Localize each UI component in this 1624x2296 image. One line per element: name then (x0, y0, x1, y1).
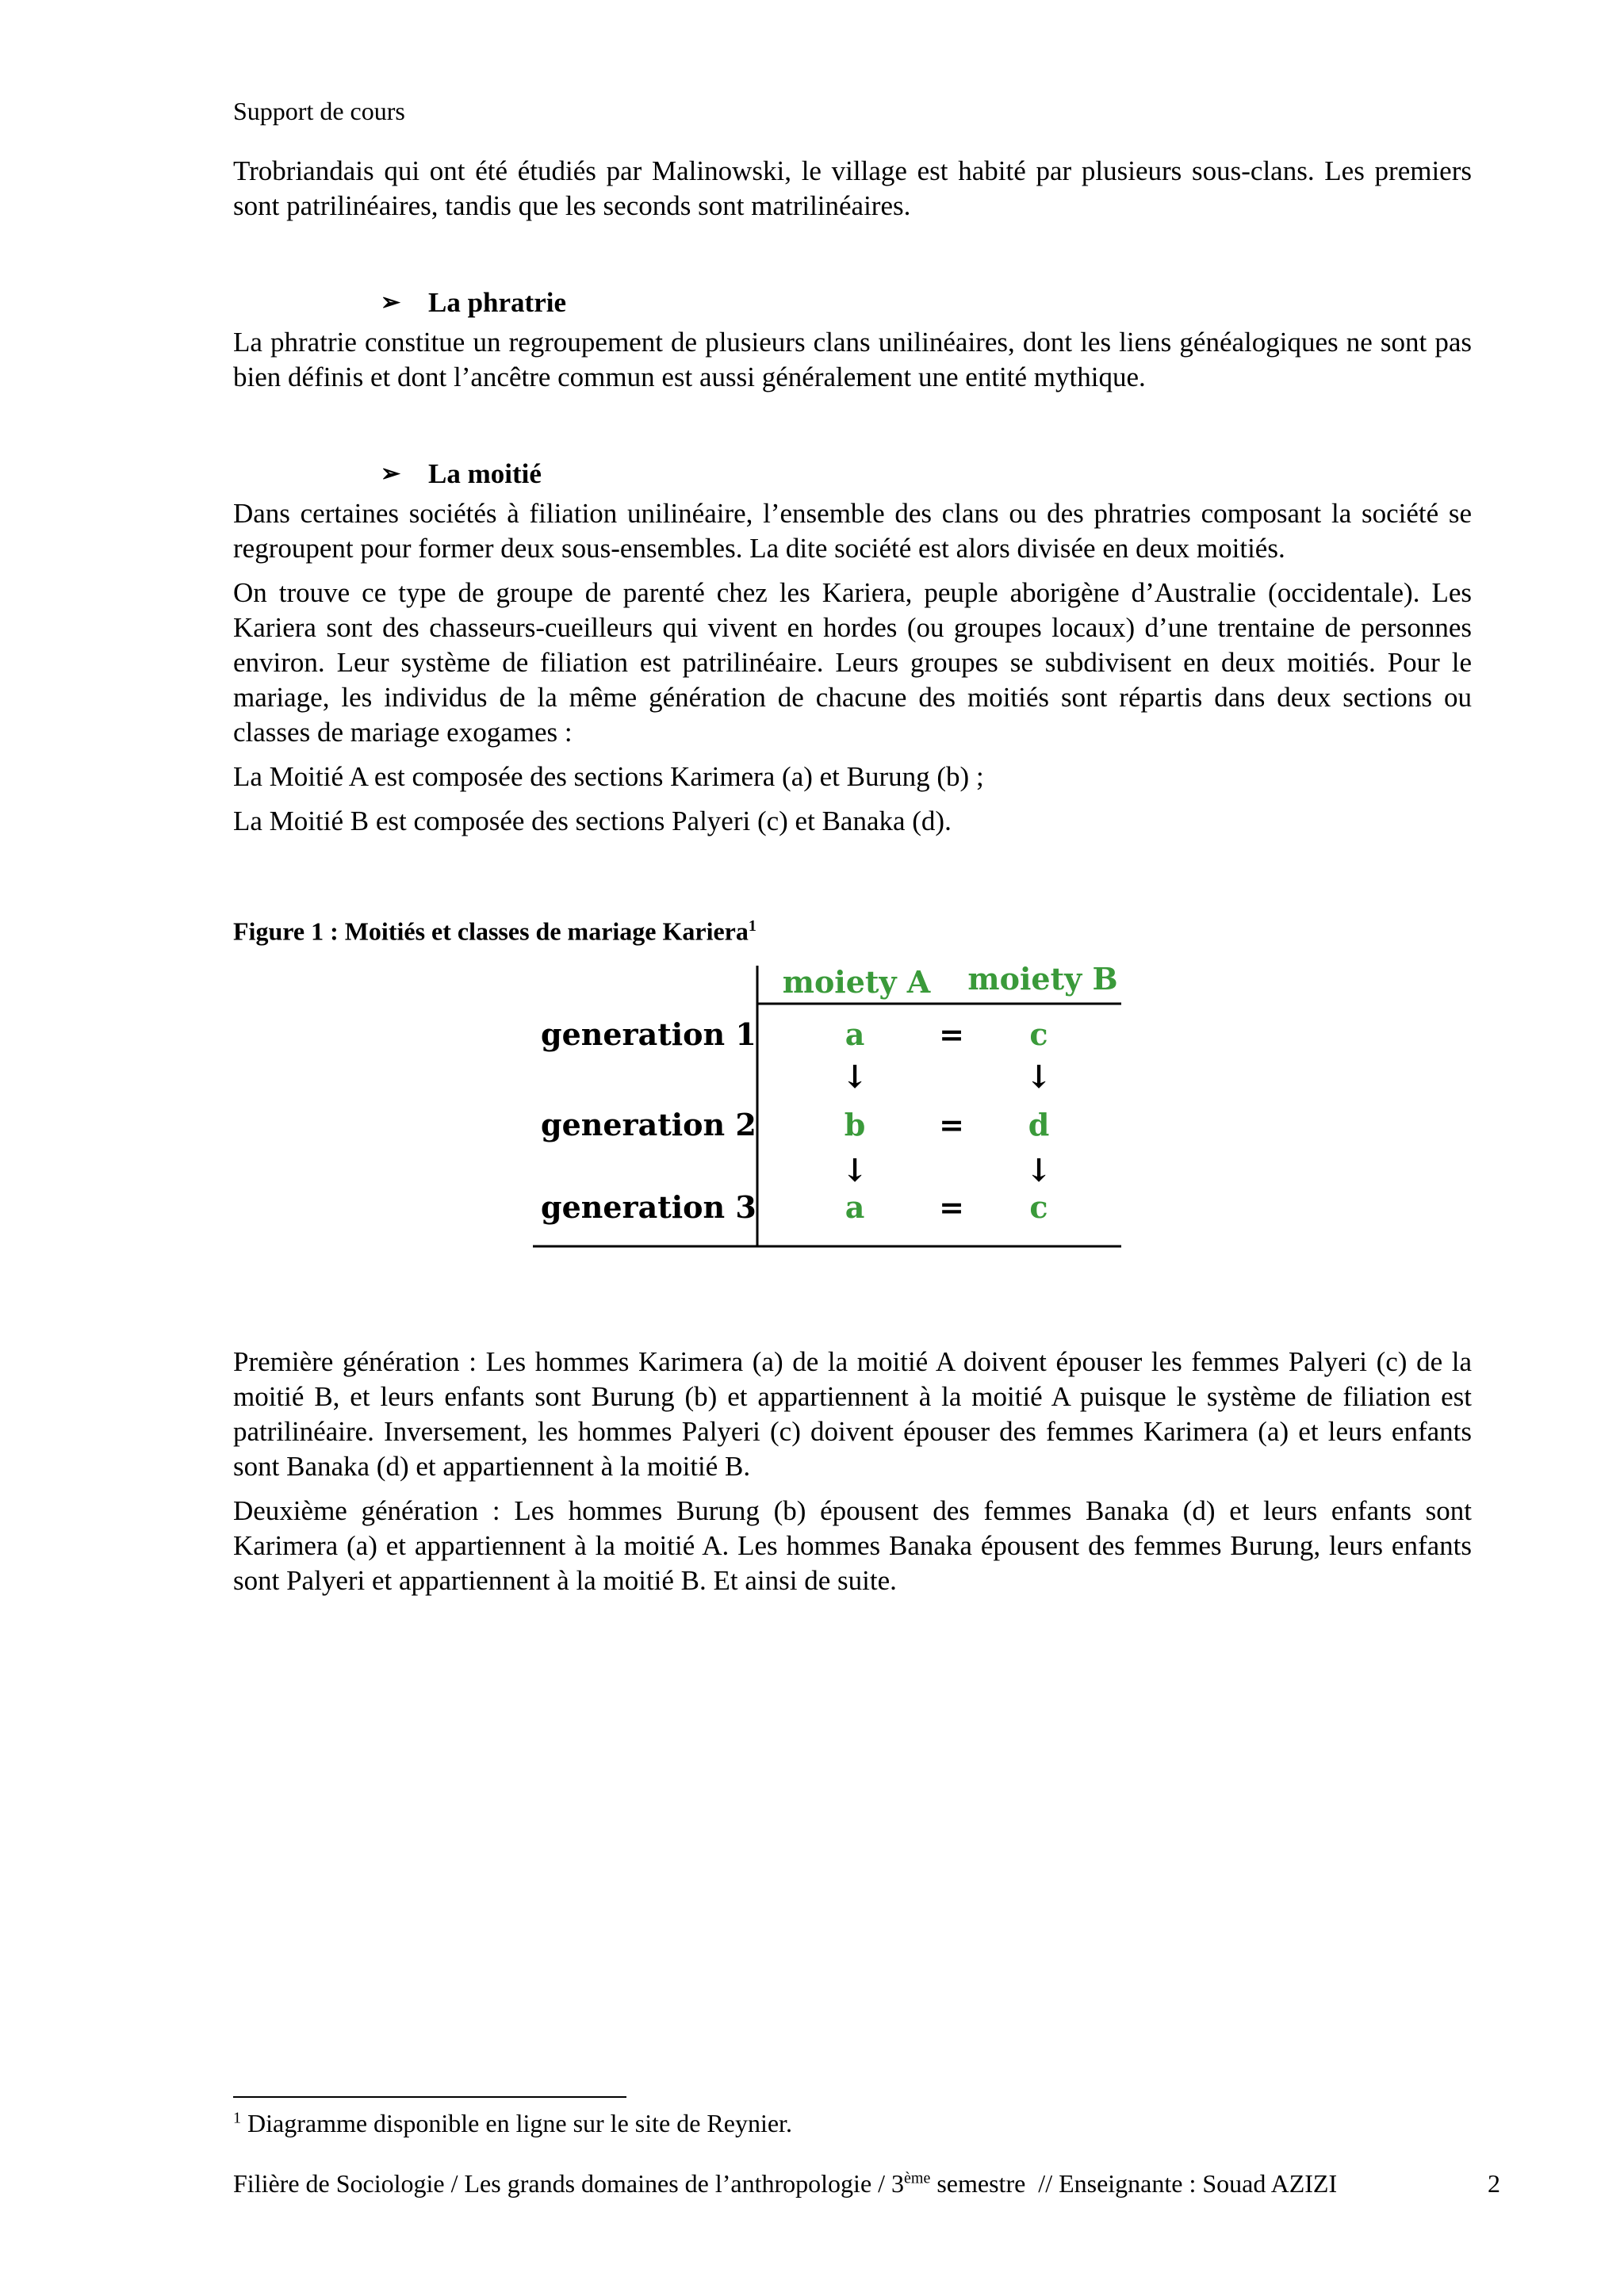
figure-caption-text: Figure 1 : Moitiés et classes de mariage Kariera (233, 916, 749, 946)
moitie-paragraph-4: La Moitié B est composée des sections Palyeri (c) et Banaka (d). (233, 806, 952, 836)
row-label-generation-1: generation 1 (541, 1016, 756, 1052)
footer-superscript: ème (904, 2169, 931, 2187)
footnote (233, 2109, 792, 2138)
down-arrow-icon: ↓ (841, 1058, 868, 1096)
equals-sign: = (939, 1107, 964, 1142)
footer-text (233, 2169, 1337, 2198)
equals-sign: = (939, 1189, 964, 1225)
down-arrow-icon: ↓ (841, 1152, 868, 1189)
moitie-paragraph-1: Dans certaines sociétés à filiation unilinéaire, l’ensemble des clans ou des phratries composant la société se regroupent pour former deux sous-ensembles. La dite société est alors divisée en deux moitiés. (233, 498, 1472, 564)
cell-gen2-moiety-a: b (844, 1107, 866, 1142)
section-title: La moitié (428, 458, 542, 489)
equals-sign: = (939, 1016, 964, 1052)
explanation-paragraph-1: Première génération : Les hommes Karimera (a) de la moitié A doivent épouser les femmes Palyeri (c) de la moitié B, et leurs enfants sont Burung (b) et appartiennent à la moitié A puisque le système de filiation est patrilinéaire. Inversement, les hommes Palyeri (c) doivent épouser des femmes Karimera (a) et leurs enfants sont Banaka (d) et appartiennent à la moitié B. (233, 1346, 1472, 1482)
row-label-generation-2: generation 2 (541, 1107, 756, 1142)
footer-text-main: Filière de Sociologie / Les grands domaines de l’anthropologie / 3 (233, 2169, 905, 2198)
cell-gen1-moiety-a: a (845, 1016, 865, 1052)
moitie-paragraph-3: La Moitié A est composée des sections Karimera (a) et Burung (b) ; (233, 761, 984, 792)
column-header-moiety-b: moiety B (967, 961, 1118, 997)
intro-paragraph: Trobriandais qui ont été étudiés par Malinowski, le village est habité par plusieurs sous-clans. Les premiers sont patrilinéaires, tandis que les seconds sont matrilinéaires. (233, 155, 1472, 221)
row-label-generation-3: generation 3 (541, 1189, 756, 1225)
footnote-divider (233, 2096, 626, 2098)
page-header: Support de cours (233, 97, 405, 125)
arrowhead-bullet-icon: ➢ (381, 289, 401, 316)
main-content (233, 154, 1472, 947)
moitie-paragraph-2: On trouve ce type de groupe de parenté chez les Kariera, peuple aborigène d’Australie (occidentale). Les Kariera sont des chasseurs-cueilleurs qui vivent en hordes (ou groupes locaux) d’une trentaine de personnes environ. Leur système de filiation est patrilinéaire. Leurs groupes se subdivisent en deux moitiés. Pour le mariage, les individus de la même génération de chacune des moitiés sont répartis dans deux sections ou classes de mariage exogames : (233, 577, 1472, 748)
cell-gen3-moiety-b: c (1029, 1189, 1048, 1225)
footnote-ref: 1 (748, 917, 756, 935)
cell-gen3-moiety-a: a (845, 1189, 865, 1225)
kariera-diagram (531, 951, 1126, 1253)
section-heading-moitie (381, 457, 1472, 492)
kariera-diagram-svg (531, 951, 1126, 1253)
column-header-moiety-a: moiety A (782, 964, 931, 1000)
section-title: La phratrie (428, 287, 567, 318)
down-arrow-icon: ↓ (1025, 1152, 1052, 1189)
phratrie-paragraph: La phratrie constitue un regroupement de plusieurs clans unilinéaires, dont les liens généalogiques ne sont pas bien définis et dont l’ancêtre commun est aussi généralement une entité mythique. (233, 327, 1472, 392)
page-footer (233, 2169, 1502, 2198)
cell-gen2-moiety-b: d (1028, 1107, 1050, 1142)
arrowhead-bullet-icon: ➢ (381, 461, 401, 487)
cell-gen1-moiety-b: c (1029, 1016, 1048, 1052)
footnote-number: 1 (233, 2109, 241, 2127)
down-arrow-icon: ↓ (1025, 1058, 1052, 1096)
footnote-text: Diagramme disponible en ligne sur le site de Reynier. (247, 2109, 792, 2137)
explanation-section (233, 1345, 1472, 1608)
explanation-paragraph-2: Deuxième génération : Les hommes Burung (b) épousent des femmes Banaka (d) et leurs enfants sont Karimera (a) et appartiennent à la moitié A. Les hommes Banaka épousent des femmes Burung, leurs enfants sont Palyeri et appartiennent à la moitié B. Et ainsi de suite. (233, 1495, 1472, 1596)
page-number: 2 (1488, 2169, 1500, 2198)
figure-caption (233, 910, 1472, 947)
section-heading-phratrie (381, 285, 1472, 320)
footer-text-end: semestre // Enseignante : Souad AZIZI (930, 2169, 1338, 2198)
